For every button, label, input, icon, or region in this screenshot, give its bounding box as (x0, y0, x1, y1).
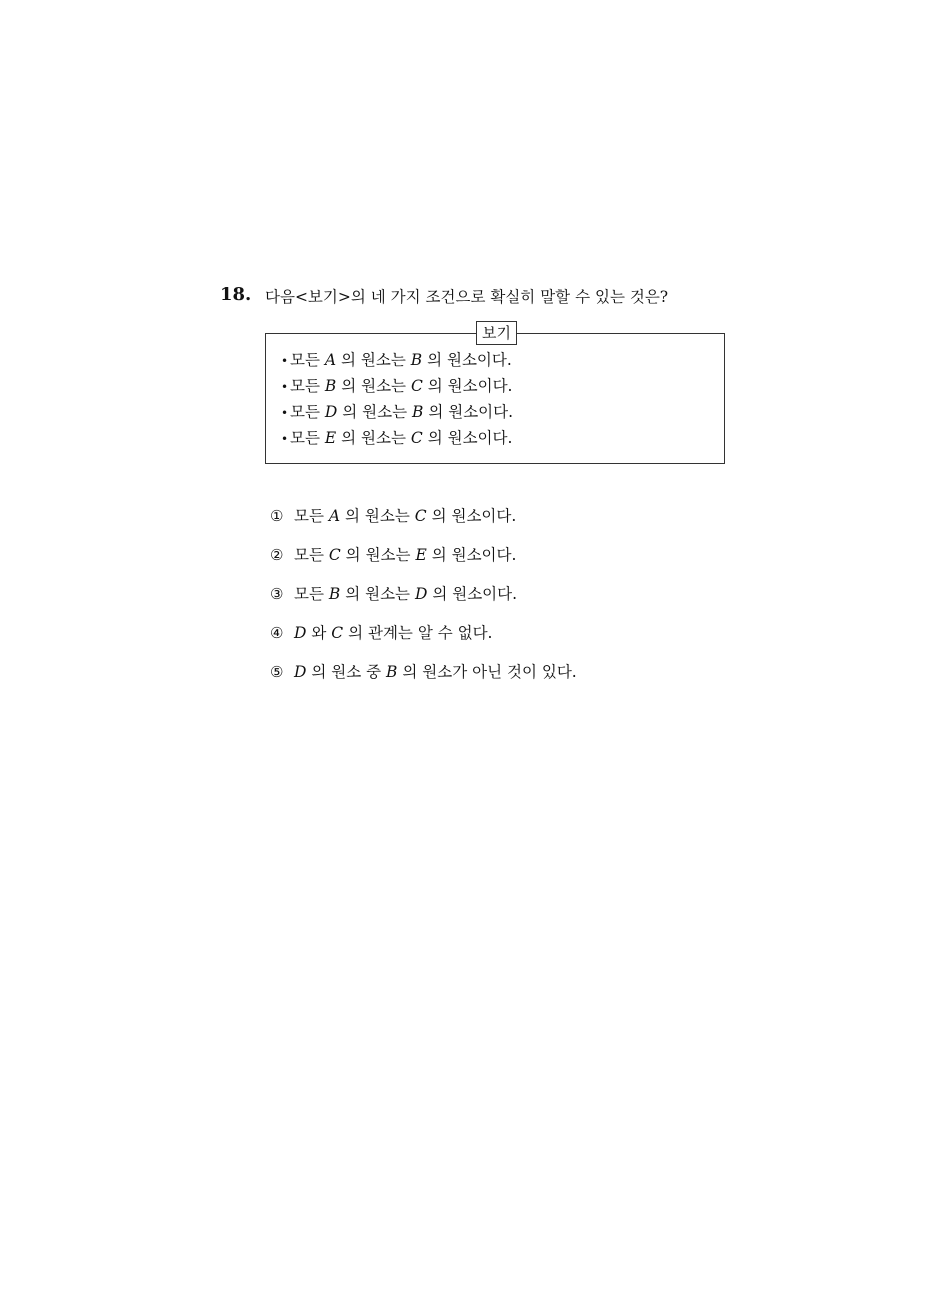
premise-text-post: 의 원소이다. (422, 429, 513, 447)
premise-var-2: B (410, 351, 423, 369)
choice-var-1: A (328, 507, 341, 525)
premise-var-1: A (324, 351, 337, 369)
premise-item (281, 428, 513, 454)
premise-text-post: 의 원소이다. (422, 351, 512, 369)
choice-var-2: C (414, 507, 427, 525)
bullet-icon: • (281, 432, 289, 446)
bullet-icon: • (281, 406, 289, 420)
premise-text-pre: 모든 (290, 377, 325, 395)
premise-item (281, 376, 513, 402)
choice-text-post: 의 원소가 아닌 것이 있다. (397, 663, 577, 681)
choice-var-2: B (386, 663, 398, 681)
premise-item (281, 402, 513, 428)
choice-var-1: D (294, 624, 307, 642)
choice-text-post: 의 원소이다. (426, 507, 517, 525)
choice-text-mid: 와 (306, 624, 332, 642)
question-stem: 다음<보기>의 네 가지 조건으로 확실히 말할 수 있는 것은? (265, 288, 669, 306)
choice-text-post: 의 원소이다. (427, 585, 518, 603)
choice-var-1: B (328, 585, 341, 603)
premise-var-2: C (410, 429, 423, 447)
choice-text-pre: 모든 (294, 585, 329, 603)
premise-text-pre: 모든 (290, 403, 325, 421)
premise-var-1: E (324, 429, 337, 447)
choice-text-mid: 의 원소는 (340, 546, 416, 564)
choice-text-mid: 의 원소는 (340, 585, 415, 603)
premise-text-mid: 의 원소는 (336, 429, 411, 447)
choice-marker: ⑤ (270, 663, 284, 681)
premise-var-1: D (324, 403, 338, 421)
premise-text-mid: 의 원소는 (337, 403, 412, 421)
premise-text-post: 의 원소이다. (423, 403, 514, 421)
choice-item-5[interactable] (270, 662, 577, 701)
premise-item (281, 350, 513, 376)
choice-item-3[interactable] (270, 584, 577, 623)
premise-var-2: C (410, 377, 423, 395)
premise-text-pre: 모든 (290, 351, 325, 369)
choice-var-1: D (294, 663, 307, 681)
choice-marker: ② (270, 546, 284, 564)
choice-var-2: C (331, 624, 344, 642)
example-box-title: 보기 (476, 321, 517, 345)
premise-text-post: 의 원소이다. (422, 377, 513, 395)
choice-marker: ③ (270, 585, 284, 603)
choice-text-pre: 모든 (294, 546, 329, 564)
choice-item-4[interactable] (270, 623, 577, 662)
choice-var-2: E (415, 546, 427, 564)
choice-text-mid: 의 원소는 (340, 507, 415, 525)
choice-text-pre: 모든 (294, 507, 329, 525)
premise-var-1: B (324, 377, 337, 395)
premise-text-pre: 모든 (290, 429, 325, 447)
premise-text-mid: 의 원소는 (336, 351, 411, 369)
choice-marker: ① (270, 507, 284, 525)
question-number: 18. (220, 284, 252, 305)
choice-marker: ④ (270, 624, 284, 642)
choice-text-post: 의 관계는 알 수 없다. (343, 624, 493, 642)
choice-var-1: C (328, 546, 341, 564)
choice-item-1[interactable] (270, 506, 577, 545)
choice-item-2[interactable] (270, 545, 577, 584)
premise-list (281, 350, 513, 454)
choice-list (270, 506, 577, 701)
premise-var-2: B (412, 403, 424, 421)
choice-text-post: 의 원소이다. (426, 546, 517, 564)
bullet-icon: • (281, 380, 289, 394)
premise-text-mid: 의 원소는 (336, 377, 411, 395)
bullet-icon: • (281, 354, 289, 368)
choice-text-mid: 의 원소 중 (306, 663, 387, 681)
choice-var-2: D (414, 585, 428, 603)
